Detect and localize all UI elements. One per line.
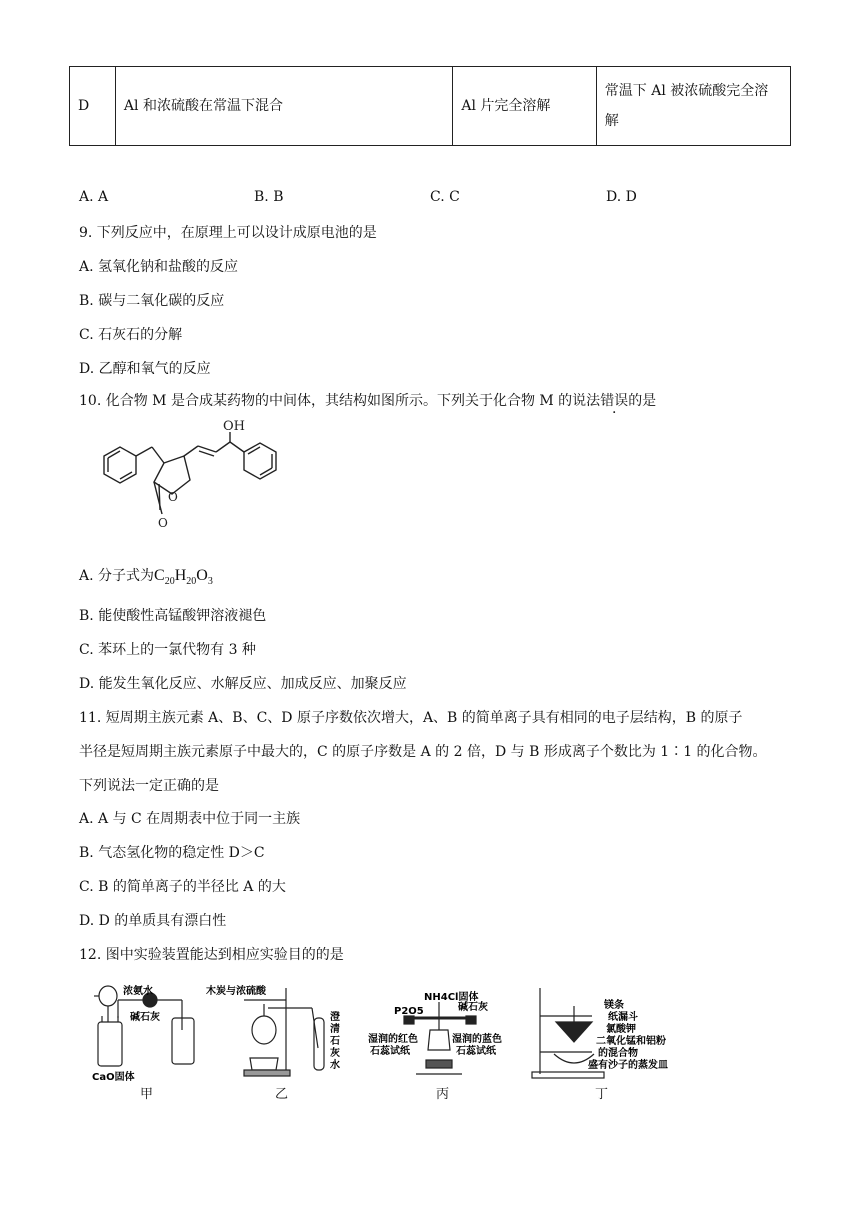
q10-emphasis: 错误 [600, 393, 629, 409]
apparatus-ding [526, 978, 676, 1083]
ring-o-label: O [168, 490, 178, 504]
apparatus-yi [206, 978, 356, 1083]
q11-stem-line-2: 半径是短周期主族元素原子中最大的，C 的原子序数是 A 的 2 倍，D 与 B 形成离子个数比为 1∶1 的化合物。 [79, 744, 767, 760]
svg-text:CaO固体: CaO固体 [92, 1072, 135, 1083]
q8-option-a[interactable]: A. A [79, 189, 109, 205]
q11-option-b[interactable]: B. 气态氢化物的稳定性 D＞C [79, 845, 265, 861]
svg-text:灰: 灰 [330, 1048, 340, 1059]
phenomenon-cell: Al 片完全溶解 [453, 67, 596, 146]
apparatus-jia [90, 978, 200, 1083]
q11-option-d[interactable]: D. D 的单质具有漂白性 [79, 913, 227, 929]
svg-text:木炭与浓硫酸: 木炭与浓硫酸 [206, 986, 266, 997]
q10-option-a[interactable]: A. 分子式为$C_{20}H_{20}O_3$ [79, 567, 213, 588]
q9-stem: 9. 下列反应中，在原理上可以设计成原电池的是 [79, 225, 377, 241]
svg-text:的混合物: 的混合物 [598, 1048, 638, 1059]
svg-text:P2O5: P2O5 [394, 1006, 424, 1017]
carbonyl-o-label: O [158, 516, 168, 530]
row-label: D [70, 67, 116, 146]
q10-stem: 10. 化合物 M 是合成某药物的中间体，其结构如图所示。下列关于化合物 M 的说法错误的是 [79, 393, 657, 409]
q9-option-a[interactable]: A. 氢氧化钠和盐酸的反应 [79, 259, 239, 275]
conclusion-cell: 常温下 Al 被浓硫酸完全溶解 [596, 67, 790, 146]
svg-text:清: 清 [330, 1024, 340, 1035]
caption-yi: 乙 [275, 1087, 289, 1102]
svg-text:石蕊试纸: 石蕊试纸 [370, 1046, 410, 1057]
svg-text:碱石灰: 碱石灰 [458, 1002, 488, 1013]
q9-option-c[interactable]: C. 石灰石的分解 [79, 327, 183, 343]
right-benzene-ring [244, 443, 276, 479]
caption-bing: 丙 [436, 1087, 450, 1102]
svg-text:石蕊试纸: 石蕊试纸 [456, 1046, 496, 1057]
q10-option-c[interactable]: C. 苯环上的一氯代物有 3 种 [79, 642, 256, 658]
caption-jia: 甲 [140, 1087, 154, 1102]
q11-option-c[interactable]: C. B 的简单离子的半径比 A 的大 [79, 879, 286, 895]
answer-table [69, 66, 791, 146]
svg-text:氯酸钾: 氯酸钾 [606, 1024, 636, 1035]
q9-option-b[interactable]: B. 碳与二氧化碳的反应 [79, 293, 225, 309]
svg-text:二氧化锰和铝粉: 二氧化锰和铝粉 [596, 1036, 666, 1047]
q8-option-d[interactable]: D. D [606, 189, 637, 205]
apparatus-bing [364, 990, 516, 1085]
svg-text:湿润的蓝色: 湿润的蓝色 [452, 1034, 502, 1045]
compound-m-structure [80, 418, 290, 543]
q8-option-c[interactable]: C. C [430, 189, 460, 205]
operation-cell: Al 和浓硫酸在常温下混合 [115, 67, 452, 146]
q8-option-b[interactable]: B. B [254, 189, 284, 205]
svg-text:湿润的红色: 湿润的红色 [368, 1034, 418, 1045]
molecular-formula: $C_{20}H_{20}O_3$ [154, 567, 213, 588]
svg-text:石: 石 [330, 1036, 340, 1047]
svg-text:碱石灰: 碱石灰 [130, 1012, 160, 1023]
q10-option-d[interactable]: D. 能发生氧化反应、水解反应、加成反应、加聚反应 [79, 676, 407, 692]
q11-stem-line-1: 11. 短周期主族元素 A、B、C、D 原子序数依次增大，A、B 的简单离子具有相同的电子层结构，B 的原子 [79, 710, 743, 726]
q12-stem: 12. 图中实验装置能达到相应实验目的的是 [79, 947, 344, 963]
svg-text:澄: 澄 [330, 1012, 340, 1023]
table-row [70, 67, 791, 146]
svg-text:纸漏斗: 纸漏斗 [608, 1012, 638, 1023]
svg-text:盛有沙子的蒸发皿: 盛有沙子的蒸发皿 [588, 1060, 668, 1071]
q11-stem-line-3: 下列说法一定正确的是 [79, 778, 219, 794]
q10-option-b[interactable]: B. 能使酸性高锰酸钾溶液褪色 [79, 608, 267, 624]
oh-label: OH [223, 419, 245, 434]
svg-text:浓氨水: 浓氨水 [123, 986, 153, 997]
caption-ding: 丁 [595, 1087, 609, 1102]
svg-text:水: 水 [330, 1060, 340, 1071]
svg-text:NH4Cl固体: NH4Cl固体 [424, 992, 479, 1003]
q11-option-a[interactable]: A. A 与 C 在周期表中位于同一主族 [79, 811, 301, 827]
q9-option-d[interactable]: D. 乙醇和氧气的反应 [79, 361, 211, 377]
svg-text:镁条: 镁条 [604, 1000, 624, 1011]
left-benzene-ring [104, 447, 136, 483]
